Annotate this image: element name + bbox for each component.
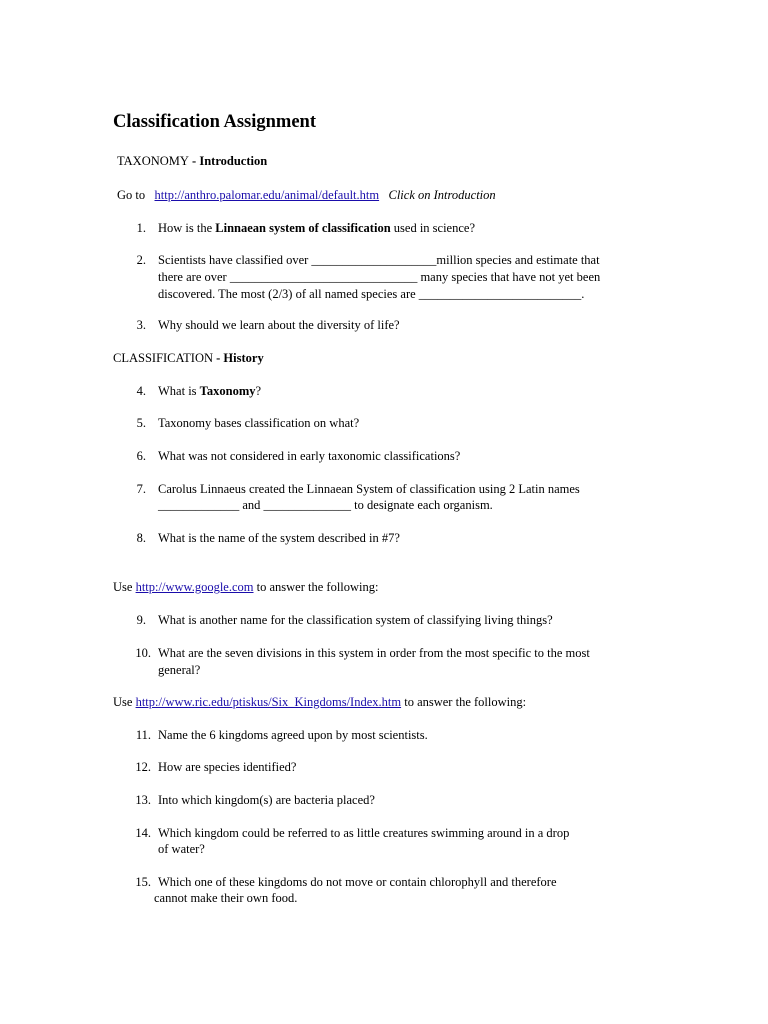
use-suffix: to answer the following: [401, 695, 527, 709]
six-kingdoms-link[interactable]: http://www.ric.edu/ptiskus/Six_Kingdoms/Index.htm [135, 695, 402, 709]
question-line: general? [158, 663, 201, 677]
q4-bold: Taxonomy [199, 384, 256, 398]
question-number: 8. [136, 531, 146, 545]
question-number: 9. [136, 613, 146, 627]
question-line: Scientists have classified over ____________________million species and estimate that [158, 253, 600, 267]
goto-prefix: Go to [117, 188, 146, 202]
question-line: of water? [158, 842, 205, 856]
use-ric-line [113, 694, 526, 710]
question-line: _____________ and ______________ to designate each organism. [158, 498, 493, 512]
q4-post: ? [255, 384, 262, 398]
question-line: there are over ______________________________ many species that have not yet been [158, 270, 601, 284]
goto-line [117, 187, 496, 203]
section-rest: - History [213, 351, 264, 365]
q1-pre: How is the [158, 221, 216, 235]
question-text [158, 220, 475, 236]
question-line: What are the seven divisions in this system in order from the most specific to the most [158, 646, 590, 660]
question-text: How are species identified? [158, 760, 297, 774]
use-prefix: Use [113, 695, 136, 709]
section-caps: TAXONOMY [117, 154, 189, 168]
question-number: 11. [135, 728, 151, 742]
question-number: 4. [136, 384, 146, 398]
question-number: 14. [135, 826, 151, 840]
section-heading-taxonomy [117, 153, 267, 169]
question-text: Into which kingdom(s) are bacteria placed? [158, 793, 375, 807]
question-text: Taxonomy bases classification on what? [158, 416, 360, 430]
question-line: Which one of these kingdoms do not move or contain chlorophyll and therefore [158, 875, 557, 889]
question-text: What was not considered in early taxonomic classifications? [158, 449, 461, 463]
use-suffix: to answer the following: [253, 580, 379, 594]
question-line: discovered. The most (2/3) of all named species are __________________________. [158, 287, 585, 301]
q1-post: used in science? [390, 221, 475, 235]
use-prefix: Use [113, 580, 136, 594]
question-line: cannot make their own food. [154, 891, 298, 905]
question-text: Name the 6 kingdoms agreed upon by most scientists. [158, 728, 428, 742]
section-caps: CLASSIFICATION [113, 351, 214, 365]
question-number: 1. [136, 221, 146, 235]
question-line: Which kingdom could be referred to as little creatures swimming around in a drop [158, 826, 570, 840]
question-number: 6. [136, 449, 146, 463]
q4-pre: What is [158, 384, 200, 398]
question-line: Carolus Linnaeus created the Linnaean System of classification using 2 Latin names [158, 482, 580, 496]
page-title: Classification Assignment [113, 112, 317, 132]
question-number: 3. [136, 318, 146, 332]
goto-note: Click on Introduction [388, 188, 496, 202]
google-link[interactable]: http://www.google.com [135, 580, 254, 594]
question-text: What is the name of the system described in #7? [158, 531, 400, 545]
q1-bold: Linnaean system of classification [215, 221, 391, 235]
palomar-link[interactable]: http://anthro.palomar.edu/animal/default.htm [154, 188, 380, 202]
section-heading-classification [113, 350, 264, 366]
question-number: 15. [135, 875, 151, 889]
section-rest: - Introduction [188, 154, 268, 168]
question-number: 10. [135, 646, 151, 660]
question-number: 5. [136, 416, 146, 430]
question-number: 7. [136, 482, 146, 496]
use-google-line [113, 579, 379, 595]
question-text [158, 383, 261, 399]
question-number: 12. [135, 760, 151, 774]
question-number: 13. [135, 793, 151, 807]
question-text: What is another name for the classification system of classifying living things? [158, 613, 553, 627]
question-number: 2. [136, 253, 146, 267]
question-text: Why should we learn about the diversity of life? [158, 318, 400, 332]
